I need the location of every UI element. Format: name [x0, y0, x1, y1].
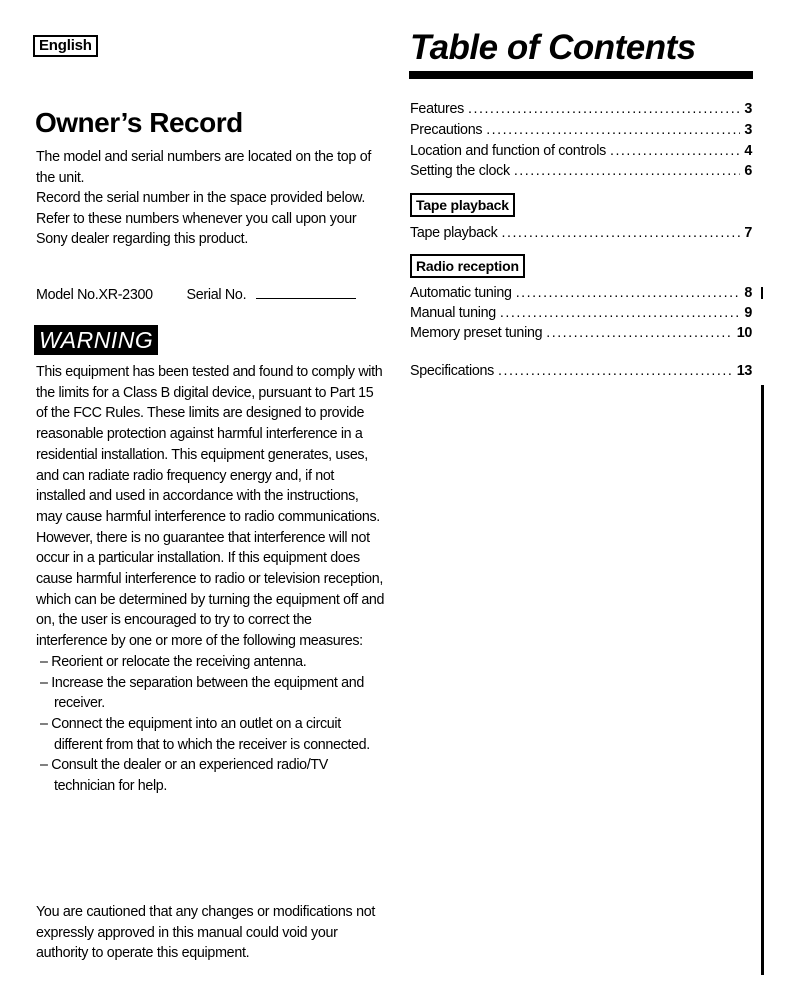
toc-entry-tape-playback[interactable] [410, 224, 752, 242]
scan-edge-mark [761, 287, 763, 299]
section-badge-tape-playback: Tape playback [410, 193, 515, 217]
measures-list [36, 652, 386, 797]
toc-leader-dots [546, 324, 732, 342]
measure-item: – Connect the equipment into an outlet on a circuit different from that to which the receiver is connected. [40, 715, 370, 753]
toc-leader-dots [502, 224, 741, 242]
scan-edge-mark [761, 385, 764, 975]
caution-paragraph: You are cautioned that any changes or modifications not expressly approved in this manual could void your authority to operate this equipment. [36, 904, 376, 962]
toc-leader-dots [514, 162, 741, 180]
owners-record-intro [36, 147, 381, 250]
toc-entry-page: 3 [744, 101, 752, 117]
toc-entry-label: Tape playback [410, 225, 498, 241]
toc-entry-page: 6 [744, 163, 752, 179]
toc-entry-precautions[interactable] [410, 121, 752, 139]
intro-paragraph: Refer to these numbers whenever you call upon your Sony dealer regarding this product. [36, 210, 357, 248]
toc-entry-label: Location and function of controls [410, 143, 606, 159]
serial-number-label: Serial No. [186, 287, 247, 303]
toc-entry-automatic-tuning[interactable] [410, 284, 752, 302]
measure-item: – Consult the dealer or an experienced radio/TV technician for help. [40, 757, 328, 795]
toc-entry-page: 9 [744, 305, 752, 321]
model-serial-row [36, 285, 356, 305]
measure-item: – Reorient or relocate the receiving antenna. [40, 653, 307, 670]
toc-entry-label: Precautions [410, 122, 483, 138]
toc-entry-label: Memory preset tuning [410, 325, 543, 341]
toc-leader-dots [498, 362, 733, 380]
section-badge-radio-reception: Radio reception [410, 254, 525, 278]
owners-record-title: Owner’s Record [35, 107, 243, 138]
toc-entry-page: 3 [744, 122, 752, 138]
toc-entry-label: Manual tuning [410, 305, 496, 321]
serial-number-blank [256, 286, 356, 299]
toc-entry-manual-tuning[interactable] [410, 304, 752, 322]
warning-text [36, 362, 386, 797]
model-number-label: Model No.XR-2300 [36, 287, 153, 303]
toc-leader-dots [486, 121, 740, 139]
toc-entry-page: 10 [736, 325, 752, 341]
toc-entry-label: Automatic tuning [410, 285, 512, 301]
toc-entry-label: Specifications [410, 363, 495, 379]
toc-entry-page: 13 [736, 363, 752, 379]
toc-entry-location-controls[interactable] [410, 142, 752, 160]
measure-item: – Increase the separation between the equipment and receiver. [40, 674, 364, 712]
toc-entry-label: Setting the clock [410, 163, 510, 179]
toc-leader-dots [468, 100, 740, 118]
warning-badge: WARNING [34, 325, 158, 355]
toc-entry-page: 4 [744, 143, 752, 159]
toc-entry-page: 8 [744, 285, 752, 301]
toc-entry-label: Features [410, 101, 465, 117]
toc-leader-dots [500, 304, 740, 322]
toc-entry-features[interactable] [410, 100, 752, 118]
toc-title: Table of Contents [410, 28, 696, 67]
toc-entry-setting-clock[interactable] [410, 162, 752, 180]
toc-title-rule [409, 71, 753, 79]
warning-paragraph: This equipment has been tested and found to comply with the limits for a Class B digital device, pursuant to Part 15 of the FCC Rules. These limits are designed to provide reasonable protection against harmful interference in a residential installation. This equipment generates, uses, and can radiate radio frequency energy and, if not installed and used in accordance with the instructions, may cause harmful interference to radio communications. However, there is no guarantee that interference will not occur in a particular installation. If this equipment does cause harmful interference to radio or television reception, which can be determined by turning the equipment off and on, the user is encouraged to try to correct the interference by one or more of the following measures: [36, 364, 385, 650]
toc-entry-specifications[interactable] [410, 362, 752, 380]
toc-leader-dots [516, 284, 741, 302]
intro-paragraph: Record the serial number in the space provided below. [36, 190, 366, 207]
toc-entry-memory-preset-tuning[interactable] [410, 324, 752, 342]
toc-leader-dots [610, 142, 740, 160]
language-badge: English [33, 35, 98, 57]
toc-entry-page: 7 [744, 225, 752, 241]
intro-paragraph: The model and serial numbers are located on the top of the unit. [36, 149, 372, 186]
